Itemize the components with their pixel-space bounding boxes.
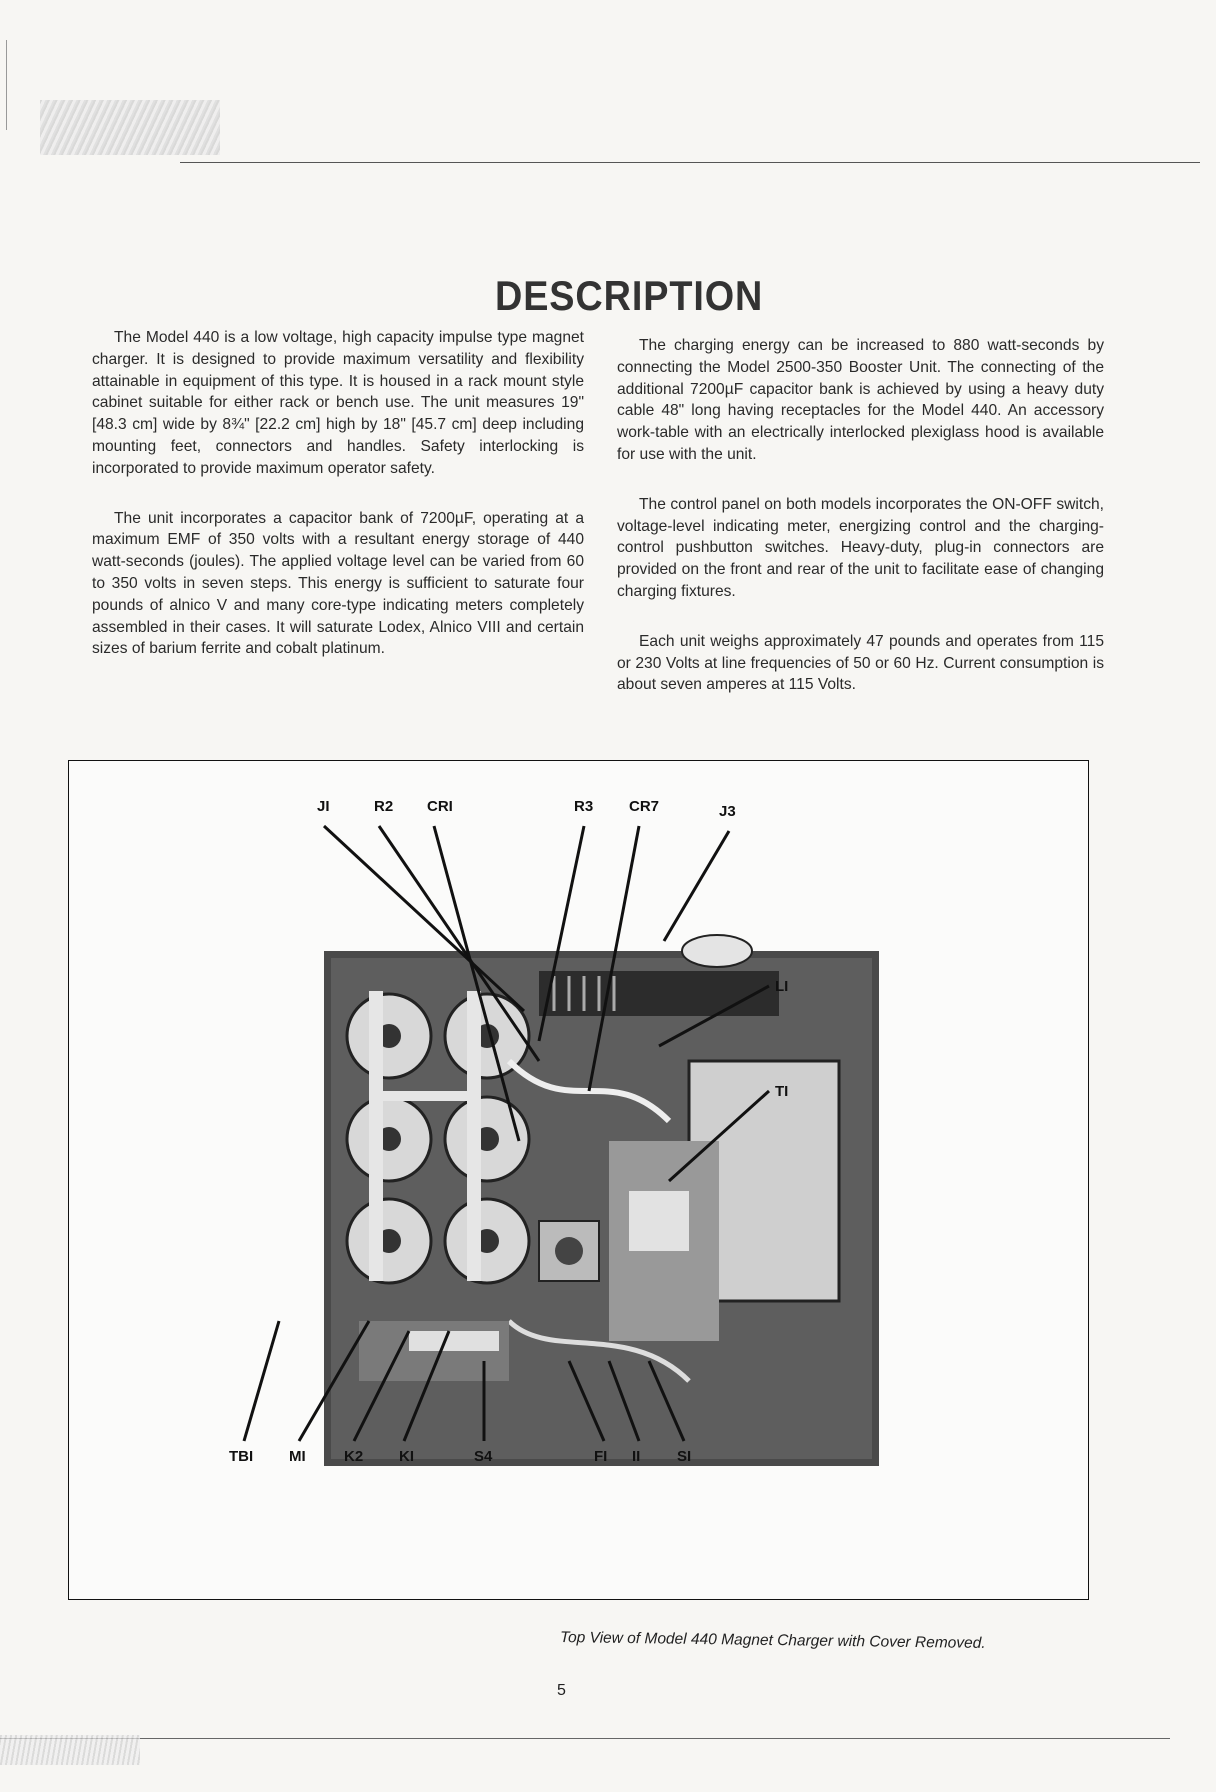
label-cr1: CRI bbox=[427, 798, 453, 815]
label-m1: MI bbox=[289, 1448, 306, 1465]
label-l1: LI bbox=[775, 978, 789, 995]
figure-caption: Top View of Model 440 Magnet Charger with Cover Removed. bbox=[559, 1629, 986, 1652]
scan-artifact-top bbox=[40, 100, 220, 155]
paragraph-booster-unit: The charging energy can be increased to 880 watt-seconds by connecting the Model 2500-350 Booster Unit. The connecting of the additional 7200µF capacitor bank is achieved by using a heavy duty cable 48" long having receptacles for the Model 440. An accessory work-table with an electrically interlocked plexiglass hood is available for use with the unit. bbox=[617, 337, 1104, 463]
label-r3: R3 bbox=[574, 798, 594, 815]
chassis-photo bbox=[324, 935, 879, 1466]
label-f1: FI bbox=[594, 1448, 608, 1465]
label-i1: II bbox=[632, 1448, 641, 1465]
scan-edge-mark bbox=[6, 40, 7, 130]
paragraph-capacitor-bank: The unit incorporates a capacitor bank of 7200µF, operating at a maximum EMF of 350 volts with a resultant energy storage of 440 watt-seconds (joules). The applied voltage level can be varied from 60 to 350 volts in seven steps. This energy is sufficient to saturate four pounds of alnico V and many core-type indicating meters completely assembled in their cases. It will saturate Lodex, Alnico VIII and certain sizes of barium ferrite and cobalt platinum. bbox=[92, 509, 584, 658]
label-j3: J3 bbox=[719, 803, 736, 820]
left-column bbox=[92, 327, 584, 688]
label-s4: S4 bbox=[474, 1448, 493, 1465]
right-column bbox=[617, 335, 1104, 724]
label-tb1: TBI bbox=[229, 1448, 254, 1465]
paragraph-control-panel: The control panel on both models incorporates the ON-OFF switch, voltage-level indicating meter, energizing control and the charging-control pushbutton switches. Heavy-duty, plug-in connectors are provided on the front and rear of the unit to facilitate ease of changing charging fixtures. bbox=[617, 495, 1104, 600]
label-s1: SI bbox=[677, 1448, 692, 1465]
header-rule bbox=[180, 162, 1200, 163]
page-number: 5 bbox=[557, 1682, 566, 1699]
component-photo-figure bbox=[68, 760, 1089, 1600]
label-k2: K2 bbox=[344, 1448, 364, 1465]
label-t1: TI bbox=[775, 1083, 789, 1100]
paragraph-weight-power: Each unit weighs approximately 47 pounds and operates from 115 or 230 Volts at line frequencies of 50 or 60 Hz. Current consumption is about seven amperes at 115 Volts. bbox=[617, 632, 1104, 694]
paragraph-overview: The Model 440 is a low voltage, high capacity impulse type magnet charger. It is designed to provide maximum versatility and flexibility attainable in equipment of this type. It is housed in a rack mount style cabinet suitable for either rack or bench use. The unit measures 19" [48.3 cm] wide by 8¾" [22.2 cm] high by 18" [45.7 cm] deep including mounting feet, connectors and handles. Safety interlocking is incorporated to provide maximum operator safety. bbox=[92, 329, 584, 477]
label-k1: KI bbox=[399, 1448, 414, 1465]
label-j1: JI bbox=[317, 798, 330, 815]
label-r2: R2 bbox=[374, 798, 394, 815]
footer-rule bbox=[0, 1738, 1170, 1739]
page-title: DESCRIPTION bbox=[495, 272, 764, 319]
component-diagram bbox=[69, 761, 1088, 1599]
scan-artifact-bottom bbox=[0, 1735, 140, 1765]
label-cr7: CR7 bbox=[629, 798, 660, 815]
